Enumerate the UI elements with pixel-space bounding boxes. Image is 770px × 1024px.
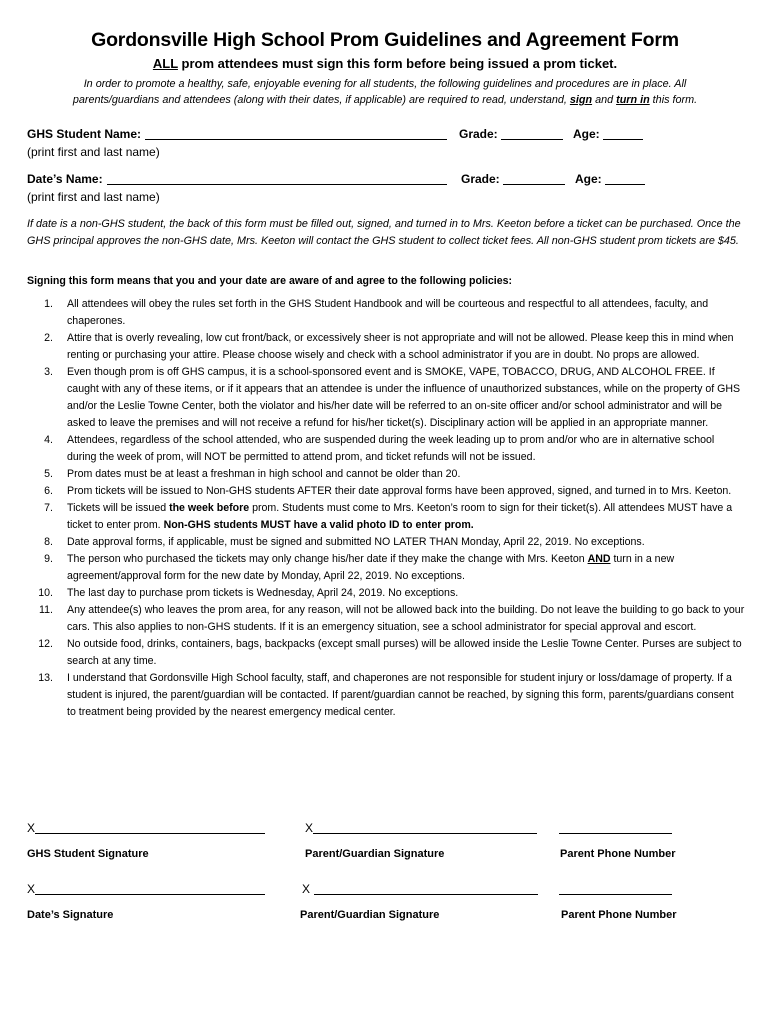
policy-item: 2. Attire that is overly revealing, low cut front/back, or excessively sheer is not appropriate and will not be allowed. Please keep this in mind when renting or purchasing your attire. Please choose wisely and check with a school administrator if you are in doubt. No props are allowed. [44,332,734,361]
intro-and: and [592,94,617,106]
date-name-row [27,172,747,188]
policy-text: turn in a new agreement/approval form for the new date by Monday, April 22, 2019. No exceptions. [67,553,675,582]
policy-item: 4. Attendees, regardless of the school attended, who are suspended during the week leading up to prom and/or who are in alternative school during the week of prom, will NOT be permitted to attend prom, and ticket refunds will not be issued. [44,434,715,463]
student-grade-label: Grade: [459,127,498,141]
date-age-field[interactable] [605,172,645,185]
signature-rule [35,894,265,895]
policy-text: Even though prom is off GHS campus, it is a school-sponsored event and is SMOKE, VAPE, TOBACCO, DRUG, AND ALCOHOL FREE. If caught with any of these items, or if it appears that an attendee is under the influence of unauthorized substances, while on the property of GHS and/or the Leslie Towne Center, both the violator and his/her date will be referred to an on-site officer and/or school administrator and will be asked to leave the premises and will not receive a refund for his/her ticket(s). Disciplinary action will be applied in an appropriate manner. [67,366,741,429]
parent-signature-label-2: Parent/Guardian Signature [300,909,440,921]
policy-text: The person who purchased the tickets may only change his/her date if they make the change with Mrs. Keeton [67,553,588,565]
intro-text: In order to promote a healthy, safe, enjoyable evening for all students, the following guidelines and procedures are in place. All parents/guardians and attendees (along with their dates, if applicable) are required to read, understand, [72,78,687,106]
signature-rule [314,894,538,895]
form-intro [40,76,730,108]
signature-rule [313,833,537,834]
parent-signature-line-2[interactable] [302,882,540,896]
date-age-label: Age: [575,172,602,186]
student-name-field[interactable] [145,127,447,140]
x-mark: X [305,821,314,835]
policy-item: 6. Prom tickets will be issued to Non-GHS students AFTER their date approval forms have been approved, signed, and turned in to Mrs. Keeton. [44,485,732,497]
form-subtitle [0,56,770,71]
parent-signature-line[interactable] [305,821,539,835]
policy-item: 11. Any attendee(s) who leaves the prom area, for any reason, will not be allowed back into the building. Do not leave the building to go back to your cars. This also applies to non-GHS students. If it is an emergency situation, see a school administrator for special approval and escort. [39,604,745,633]
date-grade-label: Grade: [461,172,500,186]
policy-emphasis: the week before [169,502,250,514]
policy-text: All attendees will obey the rules set forth in the GHS Student Handbook and will be courteous and respectful to all attendees, faculty, and chaperones. [67,298,709,327]
student-age-field[interactable] [603,127,643,140]
policy-text: Attire that is overly revealing, low cut front/back, or excessively sheer is not appropriate and will not be allowed. Please keep this in mind when renting or purchasing your attire. Please choose wisely and check with a school administrator if you are in doubt. No props are allowed. [67,332,734,361]
policy-item: 9. The person who purchased the tickets may only change his/her date if they make the change with Mrs. Keeton AND turn in a new agreement/approval form for the new date by Monday, April 22, 2019. No exceptions. [44,553,675,582]
x-mark: X [302,882,311,896]
policy-text: No outside food, drinks, containers, bags, backpacks (except small purses) will be allowed inside the Leslie Towne Center. Purses are subject to search at any time. [67,638,742,667]
date-signature-label: Date’s Signature [27,909,114,921]
policy-item: 13. I understand that Gordonsville High School faculty, staff, and chaperones are not responsible for student injury or loss/damage of property. If a student is injured, the parent/guardian will be contacted. If parent/guardian cannot be reached, by signing this form, parents/guardians consent to treatment being provided by the nearest emergency medical center. [38,672,734,718]
policy-item: 12. No outside food, drinks, containers, bags, backpacks (except small purses) will be allowed inside the Leslie Towne Center. Purses are subject to search at any time. [38,638,742,667]
policy-text: Prom tickets will be issued to Non-GHS students AFTER their date approval forms have been approved, signed, and turned in to Mrs. Keeton. [67,485,732,497]
parent-phone-label-2: Parent Phone Number [561,909,677,921]
student-signature-label: GHS Student Signature [27,848,149,860]
student-grade-field[interactable] [501,127,563,140]
phone-rule [559,894,672,895]
policy-text: Tickets will be issued [67,502,170,514]
policy-text: Date approval forms, if applicable, must be signed and submitted NO LATER THAN Monday, April 22, 2019. No exceptions. [67,536,645,548]
intro-end: this form. [649,94,698,106]
policies-heading: Signing this form means that you and your date are aware of and agree to the following policies: [27,275,513,287]
date-print-hint: (print first and last name) [27,190,160,204]
student-age-label: Age: [573,127,600,141]
student-name-label: GHS Student Name: [27,127,142,141]
policy-text: The last day to purchase prom tickets is Wednesday, April 24, 2019. No exceptions. [67,587,459,599]
x-mark: X [27,882,36,896]
policy-text: Any attendee(s) who leaves the prom area, for any reason, will not be allowed back into the building. Do not leave the building to go back to your cars. This also applies to non-GHS students. If it is an emergency situation, see a school administrator for special approval and escort. [67,604,745,633]
policy-item: 7. Tickets will be issued the week before prom. Students must come to Mrs. Keeton’s room to sign for their ticket(s). All attendees MUST have a ticket to enter prom. Non-GHS students MUST have a valid photo ID to enter prom. [44,502,733,531]
x-mark: X [27,821,36,835]
intro-sign: sign [569,94,593,106]
student-print-hint: (print first and last name) [27,145,160,159]
policy-list [27,296,745,721]
parent-phone-label: Parent Phone Number [560,848,676,860]
parent-phone-line-2[interactable] [559,882,673,896]
policy-text: Attendees, regardless of the school attended, who are suspended during the week leading up to prom and/or who are in alternative school during the week of prom, will NOT be permitted to attend prom, and ticket refunds will not be issued. [67,434,715,463]
date-name-field[interactable] [107,172,447,185]
parent-signature-label: Parent/Guardian Signature [305,848,445,860]
policy-item: 1. All attendees will obey the rules set forth in the GHS Student Handbook and will be courteous and respectful to all attendees, faculty, and chaperones. [44,298,709,327]
date-grade-field[interactable] [503,172,565,185]
policy-item: 5. Prom dates must be at least a freshman in high school and cannot be older than 20. [44,468,461,480]
student-name-row [27,127,747,143]
policy-emphasis: Non-GHS students MUST have a valid photo ID to enter prom. [163,519,474,531]
policy-text: prom. Students must come to Mrs. Keeton’s room to sign for their ticket(s). All attendees MUST have a ticket to enter prom. [67,502,733,531]
policy-text: I understand that Gordonsville High School faculty, staff, and chaperones are not responsible for student injury or loss/damage of property. If a student is injured, the parent/guardian will be contacted. If parent/guardian cannot be reached, by signing this form, parents/guardians consent to treatment being provided by the nearest emergency medical center. [67,672,734,718]
date-signature-line[interactable] [27,882,267,896]
policy-emphasis: AND [587,553,611,565]
policy-text: Prom dates must be at least a freshman in high school and cannot be older than 20. [67,468,461,480]
policy-item: 10. The last day to purchase prom tickets is Wednesday, April 24, 2019. No exceptions. [38,587,459,599]
date-name-label: Date’s Name: [27,172,103,186]
policy-item: 8. Date approval forms, if applicable, must be signed and submitted NO LATER THAN Monday, April 22, 2019. No exceptions. [44,536,645,548]
subtitle-text: prom attendees must sign this form before being issued a prom ticket. [177,56,618,71]
parent-phone-line[interactable] [559,821,673,835]
subtitle-all: ALL [152,56,178,71]
phone-rule [559,833,672,834]
policy-item: 3. Even though prom is off GHS campus, it is a school-sponsored event and is SMOKE, VAPE, TOBACCO, DRUG, AND ALCOHOL FREE. If caught with any of these items, or if it appears that an attendee is under the influence of unauthorized substances, while on the property of GHS and/or the Leslie Towne Center, both the violator and his/her date will be referred to an on-site officer and/or school administrator and will be asked to leave the premises and will not receive a refund for his/her ticket(s). Disciplinary action will be applied in an appropriate manner. [44,366,741,429]
student-signature-line[interactable] [27,821,267,835]
intro-turn-in: turn in [616,94,650,106]
form-title: Gordonsville High School Prom Guidelines and Agreement Form [91,29,679,51]
non-ghs-notice: If date is a non-GHS student, the back of this form must be filled out, signed, and turned in to Mrs. Keeton before a ticket can be purchased. Once the GHS principal approves the non-GHS date, Mrs. Keeton will contact the GHS student to collect ticket fees. All non-GHS student prom tickets are $45. [27,218,741,247]
signature-rule [35,833,265,834]
